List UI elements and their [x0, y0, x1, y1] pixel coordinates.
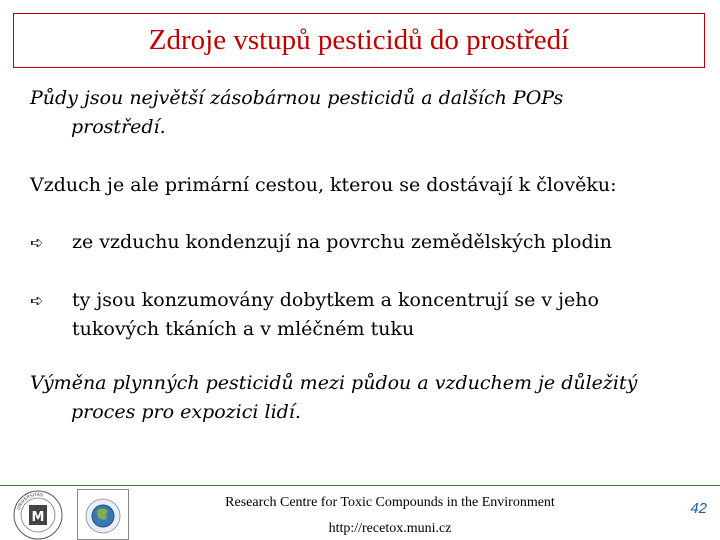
title-box [13, 13, 705, 68]
paragraph-exchange-line1: Výměna plynných pesticidů mezi půdou a vzduchem je důležitý [30, 372, 638, 394]
bullet-2-line1: ty jsou konzumovány dobytkem a koncentrují se v jeho [72, 289, 599, 311]
bullet-2-line2: tukových tkáních a v mléčném tuku [72, 318, 415, 340]
paragraph-exchange [30, 369, 700, 427]
recetox-logo [77, 489, 129, 540]
svg-text:M: M [31, 510, 45, 525]
arrow-icon: ➪ [30, 291, 44, 310]
footer-organization: Research Centre for Toxic Compounds in the Environment [225, 495, 555, 510]
bullet-item-2 [30, 286, 700, 344]
svg-text:UNIVERSITAS: UNIVERSITAS [16, 492, 44, 511]
university-logo [13, 490, 63, 540]
paragraph-air [30, 171, 700, 200]
arrow-icon: ➪ [30, 233, 44, 252]
paragraph-soils-line2: prostředí. [71, 116, 166, 138]
slide-title: Zdroje vstupů pesticidů do prostředí [148, 24, 570, 56]
paragraph-air-text: Vzduch je ale primární cestou, kterou se dostávají k člověku: [30, 174, 617, 196]
page-number: 42 [690, 500, 707, 517]
bullet-item-1 [30, 228, 700, 257]
paragraph-soils [30, 84, 700, 142]
paragraph-exchange-line2: proces pro expozici lidí. [71, 401, 301, 423]
footer-divider [0, 485, 720, 486]
bullet-1-line1: ze vzduchu kondenzují na povrchu zemědělských plodin [72, 231, 612, 253]
footer-url-link[interactable]: http://recetox.muni.cz [328, 521, 452, 536]
paragraph-soils-line1: Půdy jsou největší zásobárnou pesticidů a dalších POPs [30, 87, 564, 109]
